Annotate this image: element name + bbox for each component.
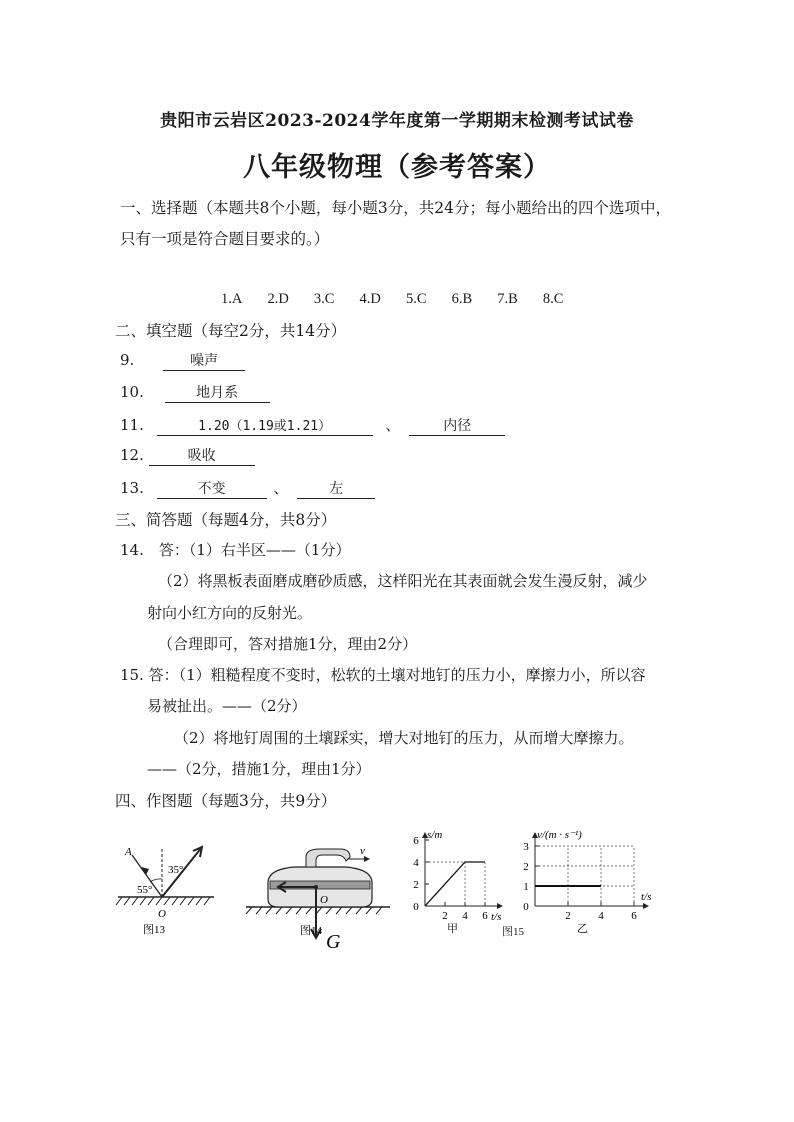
q9-row xyxy=(120,351,245,371)
q15-line1: 15. 答：（1）粗糙程度不变时，松软的土壤对地钉的压力小，摩擦力小，所以容 xyxy=(120,666,646,684)
label-o-14: O xyxy=(320,894,328,906)
figure-15-b-chart xyxy=(515,828,665,938)
mc-answer: 7.B xyxy=(497,291,518,307)
ground-hatching xyxy=(246,907,382,914)
y-tick-label: 0 xyxy=(523,901,529,913)
section4-heading: 四、作图题（每题3分，共9分） xyxy=(115,792,337,810)
x-axis-arrow xyxy=(497,903,503,909)
q14-line3: 射向小红方向的反射光。 xyxy=(147,604,313,622)
y-axis-label: v/(m · s⁻¹) xyxy=(537,829,582,841)
figure-15-a-chart xyxy=(405,828,505,938)
q12-row xyxy=(120,446,255,466)
q9-number: 9. xyxy=(120,351,135,369)
x-axis-label: t/s xyxy=(641,891,652,903)
y-tick-label: 0 xyxy=(413,901,419,913)
label-g: G xyxy=(326,931,341,953)
mc-answer: 6.B xyxy=(451,291,473,307)
x-tick-label: 4 xyxy=(462,910,468,922)
mc-answer: 8.C xyxy=(542,291,564,307)
q10-answer: 地月系 xyxy=(165,385,270,403)
q13-answer-1: 不变 xyxy=(157,481,267,499)
figure-14 xyxy=(240,835,395,955)
label-a: A xyxy=(125,846,132,858)
y-tick-label: 2 xyxy=(523,861,529,873)
x-tick-label: 2 xyxy=(565,910,571,922)
q10-number: 10. xyxy=(120,383,144,401)
mc-answer: 4.D xyxy=(359,291,381,307)
mirror-hatching xyxy=(116,897,210,905)
q11-number: 11. xyxy=(120,416,144,434)
q11-row xyxy=(120,414,505,436)
q12-number: 12. xyxy=(120,446,144,464)
q14-line2: （2）将黑板表面磨成磨砂质感，这样阳光在其表面就会发生漫反射，减少 xyxy=(158,572,648,590)
q15-line4: ——（2分，措施1分，理由1分） xyxy=(147,760,371,778)
x-tick-label: 6 xyxy=(482,910,488,922)
q14-line1: 14. 答：（1）右半区——（1分） xyxy=(120,541,351,559)
figure-13 xyxy=(110,835,220,940)
mc-answer: 1.A xyxy=(221,291,243,307)
q11-answer-2: 内径 xyxy=(409,418,505,436)
y-axis-label: s/m xyxy=(427,829,443,841)
mc-answer: 2.D xyxy=(267,291,289,307)
q14-line4: （合理即可，答对措施1分，理由2分） xyxy=(158,635,418,653)
section3-heading: 三、简答题（每题4分，共8分） xyxy=(115,511,337,529)
section1-heading-line2: 只有一项是符合题目要求的。） xyxy=(120,230,330,248)
x-tick-label: 4 xyxy=(598,910,604,922)
q13-number: 13. xyxy=(120,479,144,497)
y-tick-label: 6 xyxy=(413,835,419,847)
q10-row xyxy=(120,383,270,403)
label-35deg: 35° xyxy=(168,864,184,876)
q13-separator: 、 xyxy=(273,479,289,497)
exam-title: 贵阳市云岩区2023-2024学年度第一学期期末检测考试试卷 xyxy=(160,111,634,131)
q13-row xyxy=(120,477,375,499)
section2-heading: 二、填空题（每空2分，共14分） xyxy=(115,322,347,340)
x-tick-label: 6 xyxy=(631,910,637,922)
figure-15-caption: 图15 xyxy=(502,926,524,938)
velocity-arrowhead xyxy=(364,856,370,862)
label-v: v xyxy=(360,845,365,857)
figure-14-caption: 图14 xyxy=(300,925,322,937)
data-series-line xyxy=(425,862,485,906)
q12-answer: 吸收 xyxy=(149,448,255,466)
mc-answer: 3.C xyxy=(313,291,335,307)
y-tick-label: 3 xyxy=(523,841,529,853)
q11-answer-1: 1.20（1.19或1.21） xyxy=(157,418,373,436)
label-o: O xyxy=(158,908,166,920)
figure-13-caption: 图13 xyxy=(143,924,165,936)
y-tick-label: 4 xyxy=(413,857,419,869)
q9-answer: 噪声 xyxy=(163,353,245,371)
q15-line3: （2）将地钉周围的土壤踩实，增大对地钉的压力，从而增大摩擦力。 xyxy=(174,729,634,747)
figure-15-b-caption: 乙 xyxy=(577,923,588,935)
y-tick-label: 2 xyxy=(413,879,419,891)
label-55deg: 55° xyxy=(137,884,153,896)
x-axis-label: t/s xyxy=(491,911,502,923)
mc-answer: 5.C xyxy=(406,291,427,307)
angle-arc xyxy=(150,879,162,882)
q11-separator: 、 xyxy=(385,416,401,434)
q15-line2: 易被扯出。——（2分） xyxy=(147,697,307,715)
figure-15-a-caption: 甲 xyxy=(447,923,458,935)
multiple-choice-answers xyxy=(221,288,583,308)
section1-heading-line1: 一、选择题（本题共8个小题，每小题3分，共24分；每小题给出的四个选项中， xyxy=(120,199,671,217)
q13-answer-2: 左 xyxy=(297,481,375,499)
exam-subtitle: 八年级物理（参考答案） xyxy=(243,152,551,183)
y-tick-label: 1 xyxy=(523,881,529,893)
curling-stone-handle xyxy=(306,849,350,867)
x-axis-arrow xyxy=(643,903,649,909)
x-tick-label: 2 xyxy=(442,910,448,922)
